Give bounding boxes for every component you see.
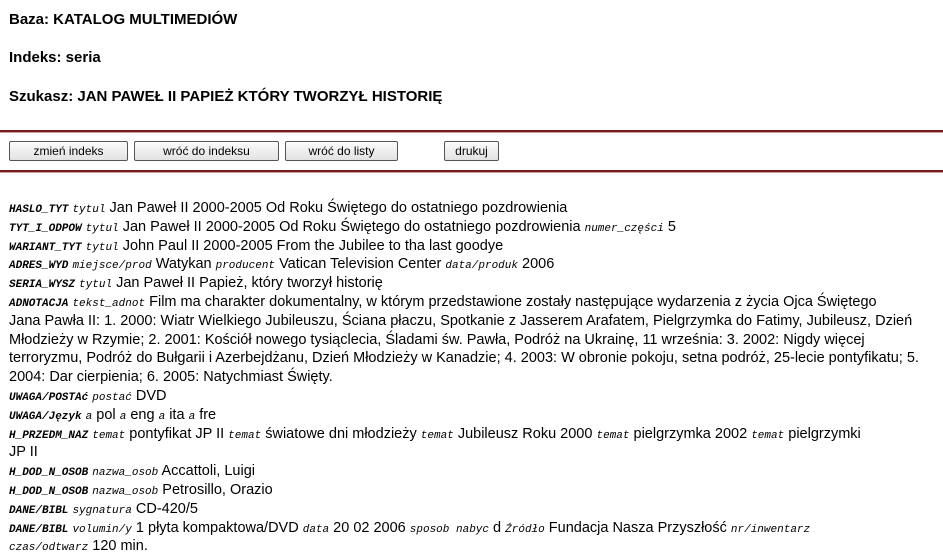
field-value: d	[493, 519, 502, 536]
subfield-code: postać	[92, 391, 132, 404]
field-tag: ADNOTACJA	[9, 297, 69, 310]
field-value: Accattoli, Luigi	[161, 463, 255, 480]
field-value: Film ma charakter dokumentalny, w którym przedstawione zostały następujące wydarzenia z życia Ojca Świętego	[149, 293, 877, 310]
field-tag: SERIA_WYSZ	[9, 279, 76, 292]
field-value: 120 min.	[92, 538, 148, 555]
field-value: Jana Pawła II: 1. 2000: Wiatr Wielkiego Jubileuszu, Ściana płaczu, Spotkanie z Jasserem Arafatem, Pielgrzymka do Fatimy, Jubileusz, Dzień	[9, 312, 913, 329]
subfield-code: sygnatura	[72, 504, 132, 517]
field-value: pol	[96, 406, 116, 423]
subfield-code: nazwa_osob	[92, 467, 159, 480]
field-value: Petrosillo, Orazio	[162, 481, 273, 498]
field-value: światowe dni młodzieży	[265, 425, 417, 442]
record-line	[9, 255, 943, 274]
record-line	[9, 274, 943, 293]
subfield-code: numer_części	[584, 222, 664, 235]
back-to-list-button[interactable]: wróć do listy	[285, 141, 398, 161]
subfield-code: tytul	[85, 222, 119, 235]
subfield-code: producent	[215, 260, 276, 273]
record-line	[9, 500, 943, 519]
record-line	[9, 481, 943, 500]
field-tag: UWAGA/POSTAć	[9, 391, 89, 404]
divider-bottom	[0, 170, 943, 173]
record-details	[9, 199, 943, 556]
record-line	[9, 406, 943, 425]
subfield-code: tytul	[85, 241, 119, 254]
field-tag: TYT_I_ODPOW	[9, 222, 82, 235]
subfield-code: Źródło	[505, 523, 545, 536]
subfield-code: a	[158, 410, 166, 423]
header-indeks: Indeks: seria	[9, 49, 101, 66]
subfield-code: nazwa_osob	[92, 485, 159, 498]
subfield-code: tytul	[72, 204, 106, 216]
record-line	[9, 218, 943, 237]
subfield-code: miejsce/prod	[72, 260, 152, 273]
record-line	[9, 237, 943, 256]
header-baza: Baza: KATALOG MULTIMEDIÓW	[9, 11, 238, 28]
record-line	[9, 368, 943, 387]
field-value: 2006	[522, 256, 555, 273]
subfield-code: data/produk	[445, 260, 518, 273]
field-value: DVD	[135, 387, 167, 404]
subfield-code: temat	[596, 429, 630, 442]
field-tag: WARIANT_TYT	[9, 241, 82, 254]
subfield-code: temat	[228, 429, 262, 442]
field-value: 2004: Dar cierpienia; 6. 2005: Natychmiast Święty.	[9, 369, 333, 386]
field-value: Jan Paweł II Papież, który tworzył historię	[116, 275, 383, 292]
subfield-code: sposob nabyc	[409, 523, 489, 536]
subfield-code: nr/inwentarz	[730, 523, 811, 536]
field-tag: H_DOD_N_OSOB	[9, 485, 89, 498]
field-tag: DANE/BIBL	[9, 504, 69, 517]
change-index-button[interactable]: zmień indeks	[9, 141, 128, 161]
subfield-code: a	[85, 410, 93, 423]
subfield-code: tekst_adnot	[72, 297, 146, 310]
subfield-code: czas/odtwarz	[9, 542, 89, 555]
record-line	[9, 443, 943, 462]
subfield-code: temat	[751, 429, 785, 442]
record-line	[9, 387, 943, 406]
record-line	[9, 349, 943, 368]
field-value: pontyfikat JP II	[129, 425, 225, 442]
record-line	[9, 462, 943, 481]
subfield-code: temat	[92, 429, 126, 442]
record-line	[9, 331, 943, 350]
field-value: CD-420/5	[135, 500, 198, 517]
field-tag: DANE/BIBL	[9, 523, 69, 536]
record-line	[9, 293, 943, 312]
field-value: ita	[169, 406, 185, 423]
field-value: 5	[667, 218, 676, 235]
field-value: Jan Paweł II 2000-2005 Od Roku Świętego do ostatniego pozdrowienia	[122, 218, 581, 235]
subfield-code: a	[188, 410, 196, 423]
field-value: Watykan	[155, 256, 212, 273]
header-szukasz: Szukasz: JAN PAWEŁ II PAPIEŻ KTÓRY TWORZYŁ HISTORIĘ	[9, 88, 443, 105]
field-tag: ADRES_WYD	[9, 260, 69, 273]
field-value: JP II	[9, 444, 38, 461]
print-button[interactable]: drukuj	[444, 141, 499, 161]
field-tag: UWAGA/Język	[9, 410, 82, 423]
subfield-code: a	[119, 410, 127, 423]
field-value: Fundacja Nasza Przyszłość	[548, 519, 727, 536]
subfield-code: volumin/y	[72, 523, 132, 536]
field-value: 1 płyta kompaktowa/DVD	[135, 519, 299, 536]
record-line	[9, 425, 943, 444]
subfield-code: temat	[420, 429, 454, 442]
record-line	[9, 537, 943, 556]
field-value: Vatican Television Center	[279, 256, 442, 273]
field-value: Jubileusz Roku 2000	[457, 425, 593, 442]
field-tag: HASLO_TYT	[9, 204, 69, 216]
field-value: eng	[130, 406, 155, 423]
divider-top	[0, 130, 943, 133]
subfield-code: data	[302, 523, 330, 536]
field-value: terroryzmu, Podróż do Bułgarii i Azerbejdżanu, Dzień Młodzieży w Kanadzie; 4. 2003: W obronie pokoju, setna podróż, 25-lecie pontyfikatu; 5.	[9, 350, 919, 367]
field-tag: H_DOD_N_OSOB	[9, 467, 89, 480]
field-tag: H_PRZEDM_NAZ	[9, 429, 89, 442]
field-value: pielgrzymka 2002	[633, 425, 748, 442]
record-line	[9, 199, 943, 218]
back-to-index-button[interactable]: wróć do indeksu	[134, 141, 279, 161]
field-value: Jan Paweł II 2000-2005 Od Roku Świętego do ostatniego pozdrowienia	[109, 200, 568, 216]
field-value: John Paul II 2000-2005 From the Jubilee to tha last goodye	[122, 237, 504, 254]
field-value: fre	[199, 406, 217, 423]
field-value: Młodzieży w Rzymie; 2. 2001: Kościół nowego tysiąclecia, Śladami św. Pawła, Podróż na Ukrainę, 11 września: 3. 2002: Nigdy więcej	[9, 331, 865, 348]
field-value: pielgrzymki	[788, 425, 861, 442]
field-value: 20 02 2006	[333, 519, 406, 536]
subfield-code: tytul	[79, 279, 113, 292]
record-line	[9, 312, 943, 331]
record-line	[9, 519, 943, 538]
